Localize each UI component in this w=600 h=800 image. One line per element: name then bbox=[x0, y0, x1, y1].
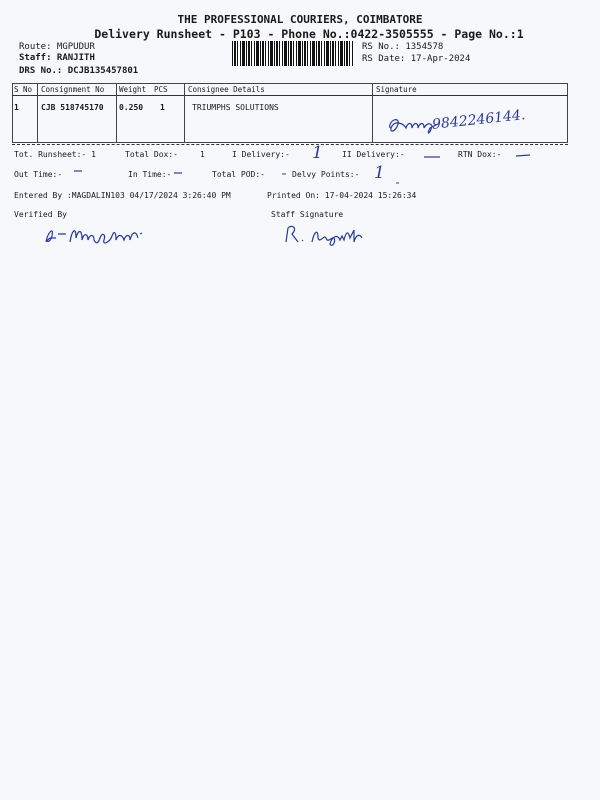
verified-by-label: Verified By bbox=[14, 210, 67, 219]
staff-signature-label: Staff Signature bbox=[271, 210, 344, 219]
runsheet-title: Delivery Runsheet - P103 - Phone No.:0422-3505555 - Page No.:1 bbox=[94, 27, 524, 41]
cell-consignment: CJB 518745170 bbox=[41, 103, 104, 112]
th-pcs: PCS bbox=[154, 85, 168, 94]
company-title: THE PROFESSIONAL COURIERS, COIMBATORE bbox=[177, 13, 423, 26]
drs-number: DRS No.: DCJB135457801 bbox=[19, 66, 139, 76]
verifier-signature bbox=[40, 220, 160, 250]
delvy-points-value: 1 bbox=[374, 163, 385, 183]
th-consignee: Consignee Details bbox=[188, 85, 265, 94]
th-weight: Weight bbox=[119, 85, 147, 94]
total-pod-label: Total POD:- bbox=[212, 170, 265, 179]
entered-by: Entered By :MAGDALIN103 04/17/2024 3:26:40 PM bbox=[14, 191, 231, 200]
i-delivery-label: I Delivery:- bbox=[232, 150, 290, 159]
i-delivery-value: 1 bbox=[312, 143, 323, 163]
th-sno: S No bbox=[14, 85, 33, 94]
total-dox-value: 1 bbox=[200, 150, 205, 159]
cell-sno: 1 bbox=[14, 103, 19, 112]
cell-consignee: TRIUMPHS SOLUTIONS bbox=[192, 103, 279, 112]
th-consignment: Consignment No bbox=[41, 85, 105, 94]
ii-delivery-label: II Delivery:- bbox=[342, 150, 405, 159]
cell-pcs: 1 bbox=[160, 103, 165, 112]
rs-number: RS No.: 1354578 bbox=[362, 42, 444, 52]
staff-label: Staff: RANJITH bbox=[19, 53, 95, 63]
th-signature: Signature bbox=[376, 85, 417, 94]
rtn-dox-label: RTN Dox:- bbox=[458, 150, 502, 159]
out-time-label: Out Time:- bbox=[14, 170, 63, 179]
route-label: Route: MGPUDUR bbox=[19, 42, 95, 52]
printed-on: Printed On: 17-04-2024 15:26:34 bbox=[267, 191, 417, 200]
in-time-label: In Time:- bbox=[128, 170, 172, 179]
rs-date: RS Date: 17-Apr-2024 bbox=[362, 54, 471, 64]
tot-runsheet: Tot. Runsheet:- 1 bbox=[14, 150, 96, 159]
consignee-phone-handwritten: 9842246144. bbox=[431, 107, 527, 133]
total-dox-label: Total Dox:- bbox=[125, 150, 178, 159]
staff-signature bbox=[282, 222, 372, 248]
delvy-points-label: Delvy Points:- bbox=[292, 170, 360, 179]
cell-weight: 0.250 bbox=[119, 103, 144, 112]
